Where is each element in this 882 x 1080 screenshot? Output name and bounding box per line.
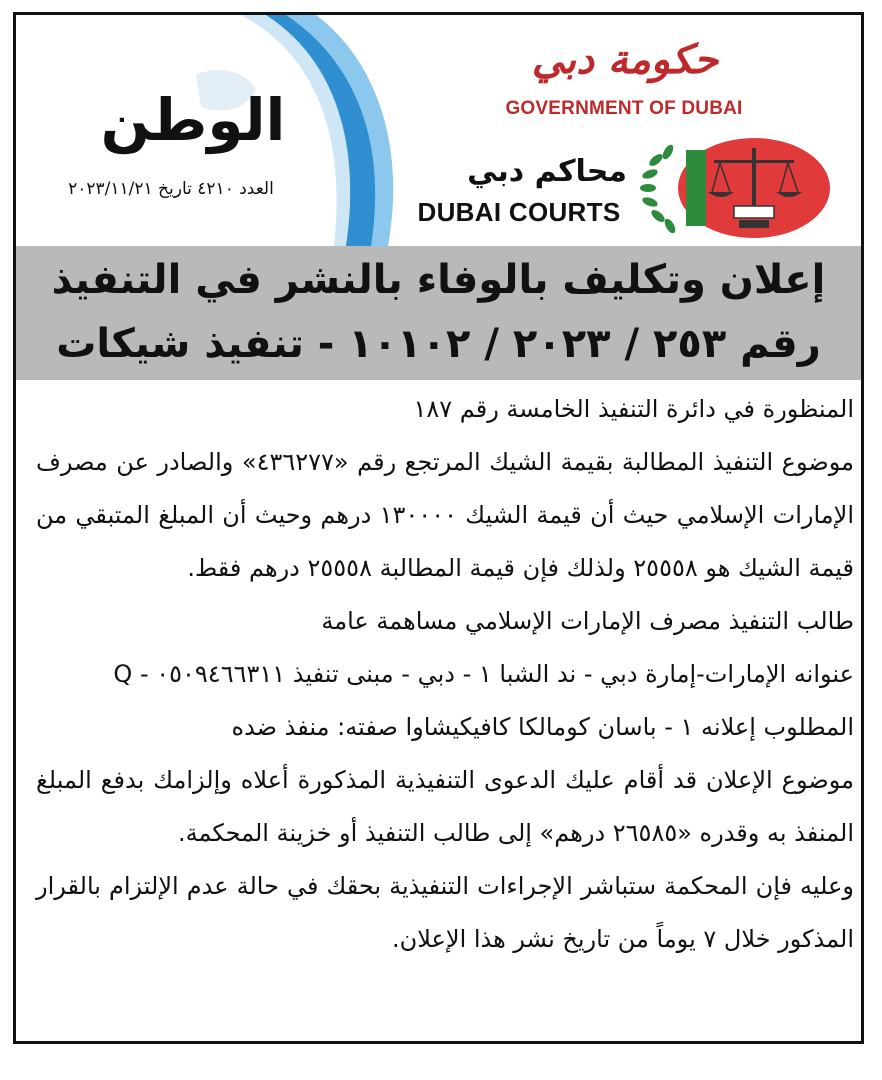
courts-name-ar: محاكم دبي: [467, 154, 627, 189]
newspaper-name: الوطن: [100, 86, 286, 154]
case-number: رقم ٢٥٣ / ٢٠٢٣ / ١٠١٠٢ - تنفيذ شيكات: [56, 321, 821, 367]
issue-line: العدد ٤٢١٠ تاريخ ٢٠٢٣/١١/٢١: [68, 179, 274, 199]
dubai-courts-emblem-icon: [634, 130, 830, 242]
courts-name-en: DUBAI COURTS: [417, 197, 621, 227]
announcement-body: [36, 383, 854, 966]
body-paragraph-address: عنوانه الإمارات-إمارة دبي - ند الشبا ١ - دبي - مبنى تنفيذ ٠٥٠٩٤٦٦٣١١ - Q: [113, 660, 854, 688]
body-paragraph-claimant: طالب التنفيذ مصرف الإمارات الإسلامي مساهمة عامة: [321, 607, 854, 635]
government-name-ar: حكومة دبي: [531, 36, 719, 83]
government-name-en: GOVERNMENT OF DUBAI: [505, 98, 743, 119]
body-paragraph-respondent: المطلوب إعلانه ١ - باسان كومالكا كافيكيشاوا صفته: منفذ ضده: [231, 713, 854, 741]
body-paragraph-deadline: وعليه فإن المحكمة ستباشر الإجراءات التنفيذية بحقك في حالة عدم الإلتزام بالقرار المذكور خلال ٧ يوماً من تاريخ نشر هذا الإعلان.: [36, 872, 854, 953]
header: [16, 15, 861, 246]
announcement-frame: [13, 12, 864, 1044]
body-paragraph-subject: موضوع التنفيذ المطالبة بقيمة الشيك المرتجع رقم «٤٣٦٢٧٧» والصادر عن مصرف الإمارات الإسلامي حيث أن قيمة الشيك ١٣٠٠٠٠ درهم وحيث أن المبلغ المتبقي من قيمة الشيك هو ٢٥٥٥٨ ولذلك فإن قيمة المطالبة ٢٥٥٥٨ درهم فقط.: [36, 448, 855, 582]
announcement-title: إعلان وتكليف بالوفاء بالنشر في التنفيذ: [51, 257, 826, 303]
title-band: [16, 246, 861, 380]
body-paragraph-court: المنظورة في دائرة التنفيذ الخامسة رقم ١٨٧: [413, 395, 854, 423]
body-paragraph-notice: موضوع الإعلان قد أقام عليك الدعوى التنفيذية المذكورة أعلاه وإلزامك بدفع المبلغ المنفذ به وقدره «٢٦٥٨٥ درهم» إلى طالب التنفيذ أو خزينة المحكمة.: [36, 766, 854, 847]
